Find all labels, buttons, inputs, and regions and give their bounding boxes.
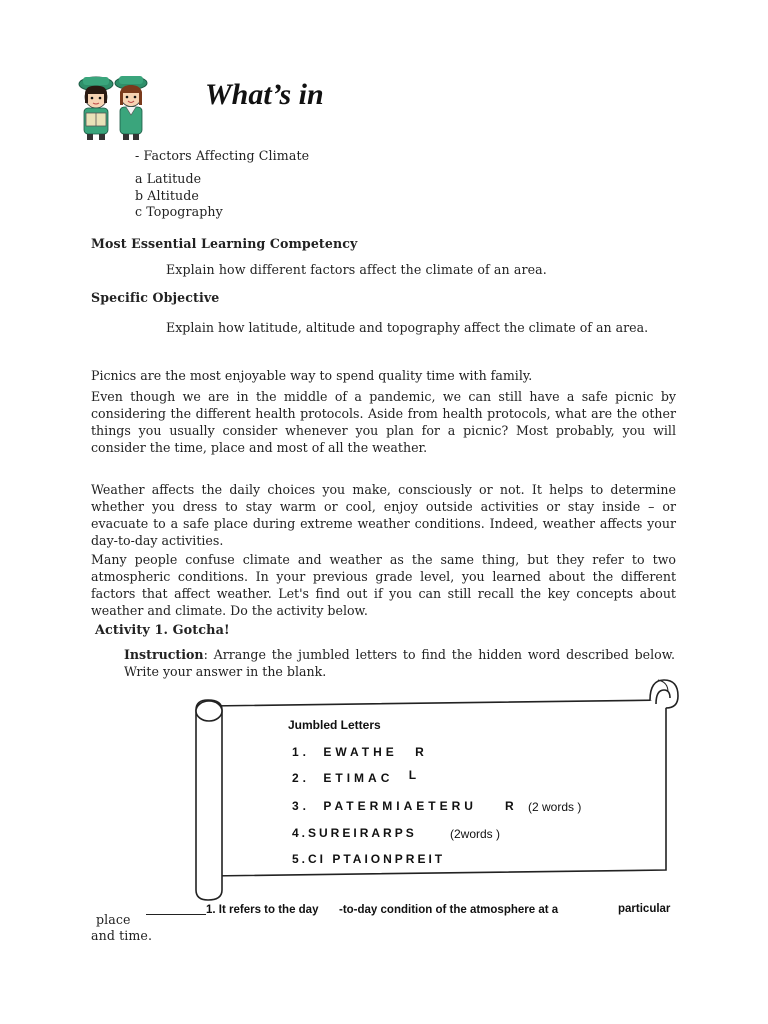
clue-place: place: [96, 912, 131, 927]
activity-title: Activity 1. Gotcha!: [95, 623, 230, 638]
paragraph-pandemic: Even though we are in the middle of a pandemic, we can still have a safe picnic by considering the different health protocols. Aside from health protocols, what are the other things you usually consider whenever you plan for a picnic? Most probably, you will consider the time, place and most of all the weather.: [91, 389, 676, 455]
paragraph-climate: Many people confuse climate and weather as the same thing, but they refer to two atmospheric conditions. In your previous grade level, you learned about the different factors that affect weather. Let's find out if you can still recall the key concepts about weather and climate. Do the activity below.: [91, 552, 676, 618]
factor-item-topography: c Topography: [135, 204, 223, 219]
factor-item-latitude: a Latitude: [135, 171, 202, 186]
jumbled-item-4-note: (2words ): [450, 827, 501, 841]
clue-text-1: 1. It refers to the day: [206, 904, 319, 916]
page-title: What’s in: [205, 78, 324, 111]
jumbled-item-2: [292, 768, 421, 785]
paragraph-weather: Weather affects the daily choices you make, consciously or not. It helps to determine whether you dress to stay warm or cool, enjoy outside activities or stay inside – or evacuate to a safe place during extreme weather conditions. Indeed, weather affects your day-to-day activities.: [91, 482, 676, 548]
jumbled-item-4-letters: SUREIRARPS: [308, 826, 417, 840]
jumbled-item-4-number: 4.: [292, 826, 309, 840]
jumbled-item-2-letters: ETIMAC: [323, 771, 394, 785]
objective-text: Explain how latitude, altitude and topography affect the climate of an area.: [166, 320, 649, 335]
instruction-label: Instruction: [124, 647, 204, 662]
jumbled-item-4: [292, 826, 417, 840]
clue-text-3: particular: [618, 903, 671, 915]
jumbled-item-1-extra: R: [415, 745, 428, 759]
jumbled-item-2-extra: L: [408, 768, 421, 782]
jumbled-item-3-letters: PATERMIAETERU: [323, 799, 477, 813]
jumbled-item-3-number: 3.: [292, 799, 311, 813]
jumbled-item-3: [292, 799, 477, 813]
jumbled-item-1-number: 1.: [292, 745, 311, 759]
jumbled-item-5-number: 5.: [292, 852, 309, 866]
instruction-text: : Arrange the jumbled letters to find the hidden word described below. Write your answer in the blank.: [124, 647, 675, 679]
melc-heading: Most Essential Learning Competency: [91, 236, 358, 251]
kids-illustration: [74, 73, 152, 141]
jumbled-item-5: [292, 852, 445, 866]
factor-item-altitude: b Altitude: [135, 188, 199, 203]
jumbled-item-2-number: 2.: [292, 771, 311, 785]
jumbled-item-3-extra: R: [505, 799, 514, 813]
clue-continuation: and time.: [91, 928, 153, 943]
child-right-figure: [115, 76, 147, 140]
jumbled-item-5-letters: CI PTAIONPREIT: [308, 852, 446, 866]
factors-intro: - Factors Affecting Climate: [135, 148, 310, 163]
scroll-graphic: [188, 678, 682, 906]
paragraph-picnics: Picnics are the most enjoyable way to spend quality time with family.: [91, 368, 533, 383]
answer-blank-line[interactable]: [146, 914, 206, 915]
scroll-heading: Jumbled Letters: [288, 718, 381, 732]
jumbled-item-1-letters: EWATHE: [323, 745, 398, 759]
activity-instruction: [124, 646, 675, 680]
clue-text-2: -to-day condition of the atmosphere at a: [339, 904, 559, 916]
melc-text: Explain how different factors affect the climate of an area.: [166, 262, 547, 277]
jumbled-item-3-note: (2 words ): [528, 800, 582, 814]
child-left-figure: [79, 77, 113, 140]
objective-heading: Specific Objective: [91, 290, 220, 305]
jumbled-item-1: [292, 745, 428, 759]
